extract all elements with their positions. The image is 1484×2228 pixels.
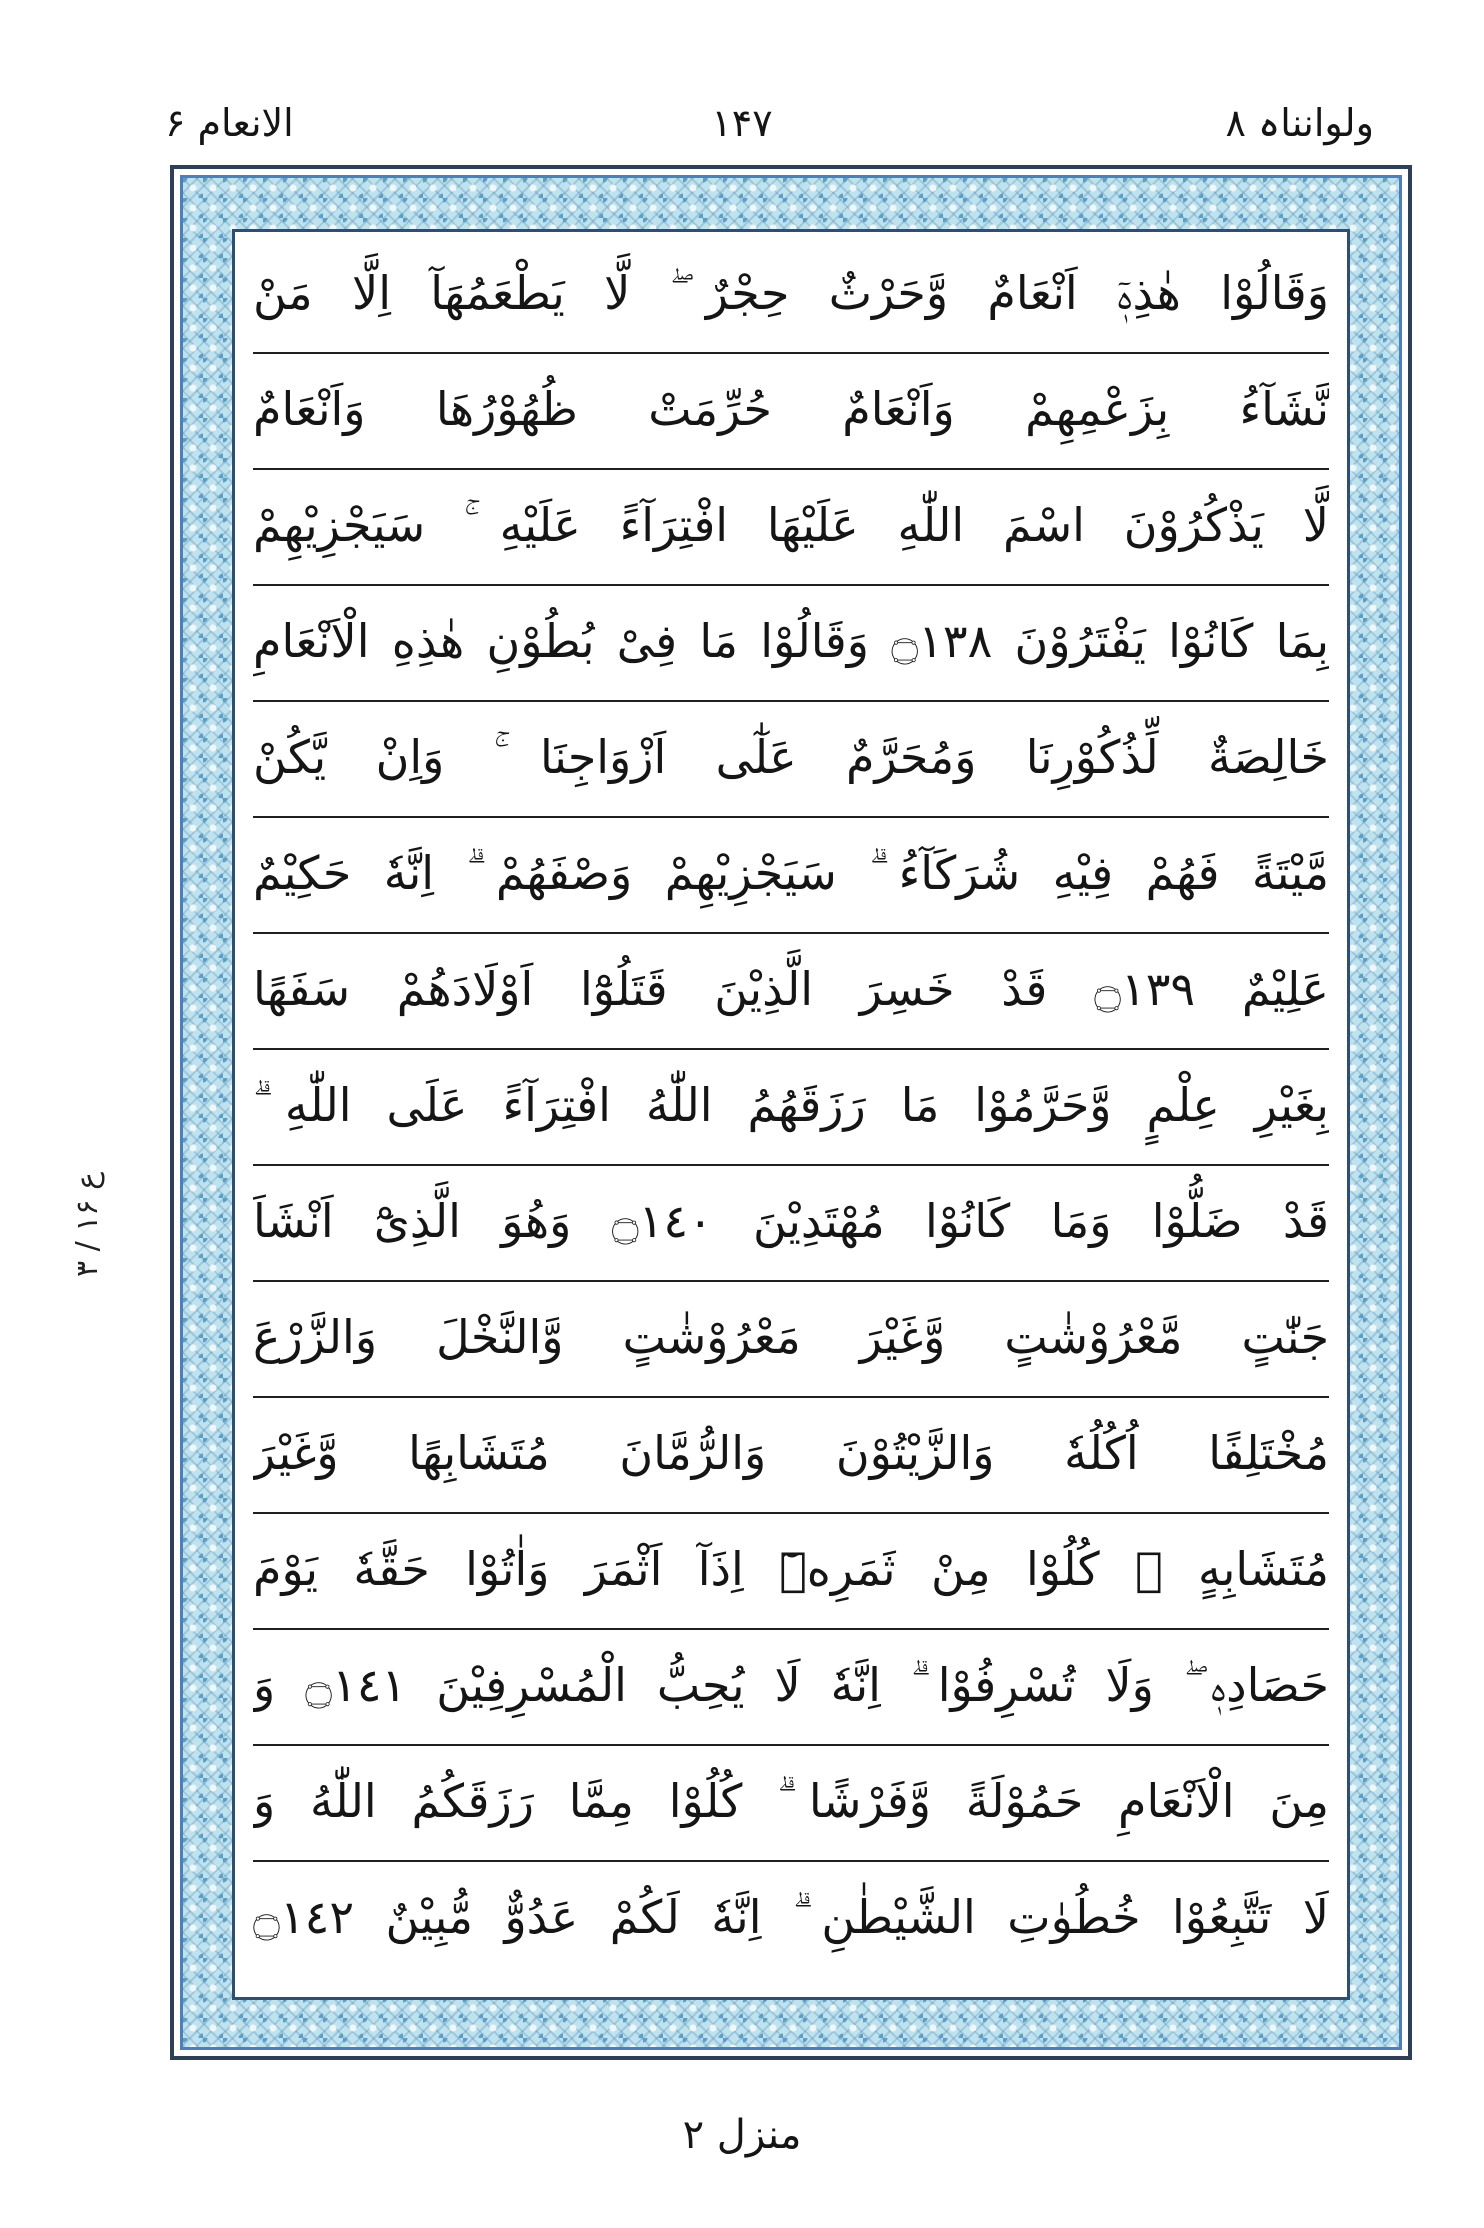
- text-panel: [232, 229, 1350, 2000]
- verse-line-9: قَدْ ضَلُّوْا وَمَا كَانُوْا مُهْتَدِيْنَ ۝١٤٠ وَهُوَ الَّذِىْٓ اَنْشَاَ: [253, 1172, 1329, 1282]
- verse-line-5: خَالِصَةٌ لِّذُكُوْرِنَا وَمُحَرَّمٌ عَلٰٓى اَزْوَاجِنَا ۚ وَاِنْ يَّكُنْ: [253, 708, 1329, 818]
- verse-line-10: جَنّٰتٍ مَّعْرُوْشٰتٍ وَّغَيْرَ مَعْرُوْشٰتٍ وَّالنَّخْلَ وَالزَّرْعَ: [253, 1288, 1329, 1398]
- verse-line-11: مُخْتَلِفًا اُكُلُهٗ وَالزَّيْتُوْنَ وَالرُّمَّانَ مُتَشَابِهًا وَّغَيْرَ: [253, 1404, 1329, 1514]
- verse-line-12: مُتَشَابِهٍ ۗ كُلُوْا مِنْ ثَمَرِهٖٓ اِذَآ اَثْمَرَ وَاٰتُوْا حَقَّهٗ يَوْمَ: [253, 1520, 1329, 1630]
- verse-line-4: بِمَا كَانُوْا يَفْتَرُوْنَ ۝١٣٨ وَقَالُوْا مَا فِىْ بُطُوْنِ هٰذِهِ الْاَنْعَامِ: [253, 592, 1329, 702]
- ruku-margin-note: ع ۱۶ / ۳: [70, 1172, 105, 1278]
- juz-name-header: ولوانناہ ۸: [1225, 101, 1374, 145]
- verse-line-13: حَصَادِهٖ ۖ وَلَا تُسْرِفُوْا ۗ اِنَّهٗ لَا يُحِبُّ الْمُسْرِفِيْنَ ۝١٤١ وَ: [253, 1636, 1329, 1746]
- surah-name-header: الانعام ۶: [165, 101, 294, 145]
- verse-line-15: لَا تَتَّبِعُوْا خُطُوٰتِ الشَّيْطٰنِ ۗ اِنَّهٗ لَكُمْ عَدُوٌّ مُّبِيْنٌ ۝١٤٢: [253, 1890, 1329, 1944]
- page-number: ۱۴۷: [711, 101, 773, 145]
- verse-line-3: لَّا يَذْكُرُوْنَ اسْمَ اللّٰهِ عَلَيْهَا افْتِرَآءً عَلَيْهِ ۚ سَيَجْزِيْهِمْ: [253, 476, 1329, 586]
- verse-line-14: مِنَ الْاَنْعَامِ حَمُوْلَةً وَّفَرْشًا ۗ كُلُوْا مِمَّا رَزَقَكُمُ اللّٰهُ وَ: [253, 1752, 1329, 1862]
- verse-line-2: نَّشَآءُ بِزَعْمِهِمْ وَاَنْعَامٌ حُرِّمَتْ ظُهُوْرُهَا وَاَنْعَامٌ: [253, 360, 1329, 470]
- manzil-footer: منزل ۲: [682, 2112, 802, 2158]
- verse-line-1: وَقَالُوْا هٰذِهٖٓ اَنْعَامٌ وَّحَرْثٌ حِجْرٌ ۖ لَّا يَطْعَمُهَآ اِلَّا مَنْ: [253, 244, 1329, 354]
- verse-line-6: مَّيْتَةً فَهُمْ فِيْهِ شُرَكَآءُ ۗ سَيَجْزِيْهِمْ وَصْفَهُمْ ۗ اِنَّهٗ حَكِيْمٌ: [253, 824, 1329, 934]
- verse-line-8: بِغَيْرِ عِلْمٍ وَّحَرَّمُوْا مَا رَزَقَهُمُ اللّٰهُ افْتِرَآءً عَلَى اللّٰهِ ۗ: [253, 1056, 1329, 1166]
- verse-line-7: عَلِيْمٌ ۝١٣٩ قَدْ خَسِرَ الَّذِيْنَ قَتَلُوْٓا اَوْلَادَهُمْ سَفَهًا: [253, 940, 1329, 1050]
